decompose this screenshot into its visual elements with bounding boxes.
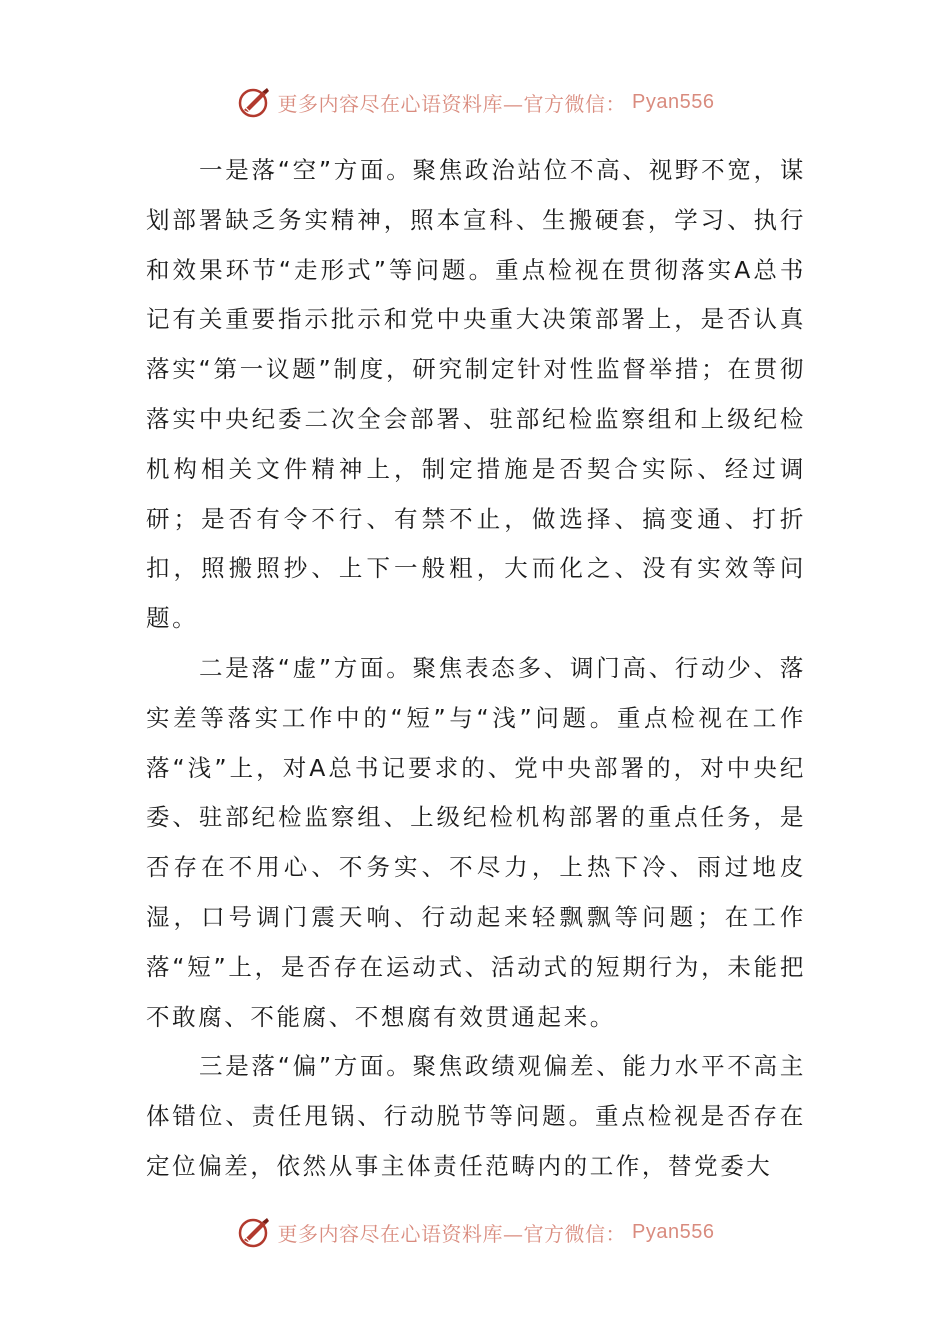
footer-watermark — [0, 1212, 950, 1252]
paragraph-1: 一是落“空”方面。聚焦政治站位不高、视野不宽，谋划部署缺乏务实精神，照本宣科、生搬硬套，学习、执行和效果环节“走形式”等问题。重点检视在贯彻落实A总书记有关重要指示批示和党中央重大决策部署上，是否认真落实“第一议题”制度，研究制定针对性监督举措；在贯彻落实中央纪委二次全会部署、驻部纪检监察组和上级纪检机构相关文件精神上，制定措施是否契合实际、经过调研；是否有令不行、有禁不止，做选择、搞变通、打折扣，照搬照抄、上下一般粗，大而化之、没有实效等问题。 — [146, 156, 806, 633]
watermark-text: 更多内容尽在心语资料库—官方微信： — [277, 91, 627, 116]
header-watermark — [0, 82, 950, 122]
pen-logo-icon — [236, 1214, 272, 1250]
paragraph-2: 二是落“虚”方面。聚焦表态多、调门高、行动少、落实差等落实工作中的“短”与“浅”问题。重点检视在工作落“浅”上，对A总书记要求的、党中央部署的，对中央纪委、驻部纪检监察组、上级纪检机构部署的重点任务，是否存在不用心、不务实、不尽力，上热下冷、雨过地皮湿，口号调门震天响、行动起来轻飘飘等问题；在工作落“短”上，是否存在运动式、活动式的短期行为，未能把不敢腐、不能腐、不想腐有效贯通起来。 — [146, 653, 806, 1031]
pen-logo-icon — [236, 84, 272, 120]
watermark-handle: Pyan556 — [632, 1220, 715, 1243]
paragraph-3: 三是落“偏”方面。聚焦政绩观偏差、能力水平不高主体错位、责任甩锅、行动脱节等问题。重点检视是否存在定位偏差，依然从事主体责任范畴内的工作，替党委大 — [146, 1052, 806, 1180]
document-body — [146, 146, 806, 1192]
watermark-handle: Pyan556 — [632, 90, 715, 113]
watermark-text: 更多内容尽在心语资料库—官方微信： — [277, 1221, 627, 1246]
